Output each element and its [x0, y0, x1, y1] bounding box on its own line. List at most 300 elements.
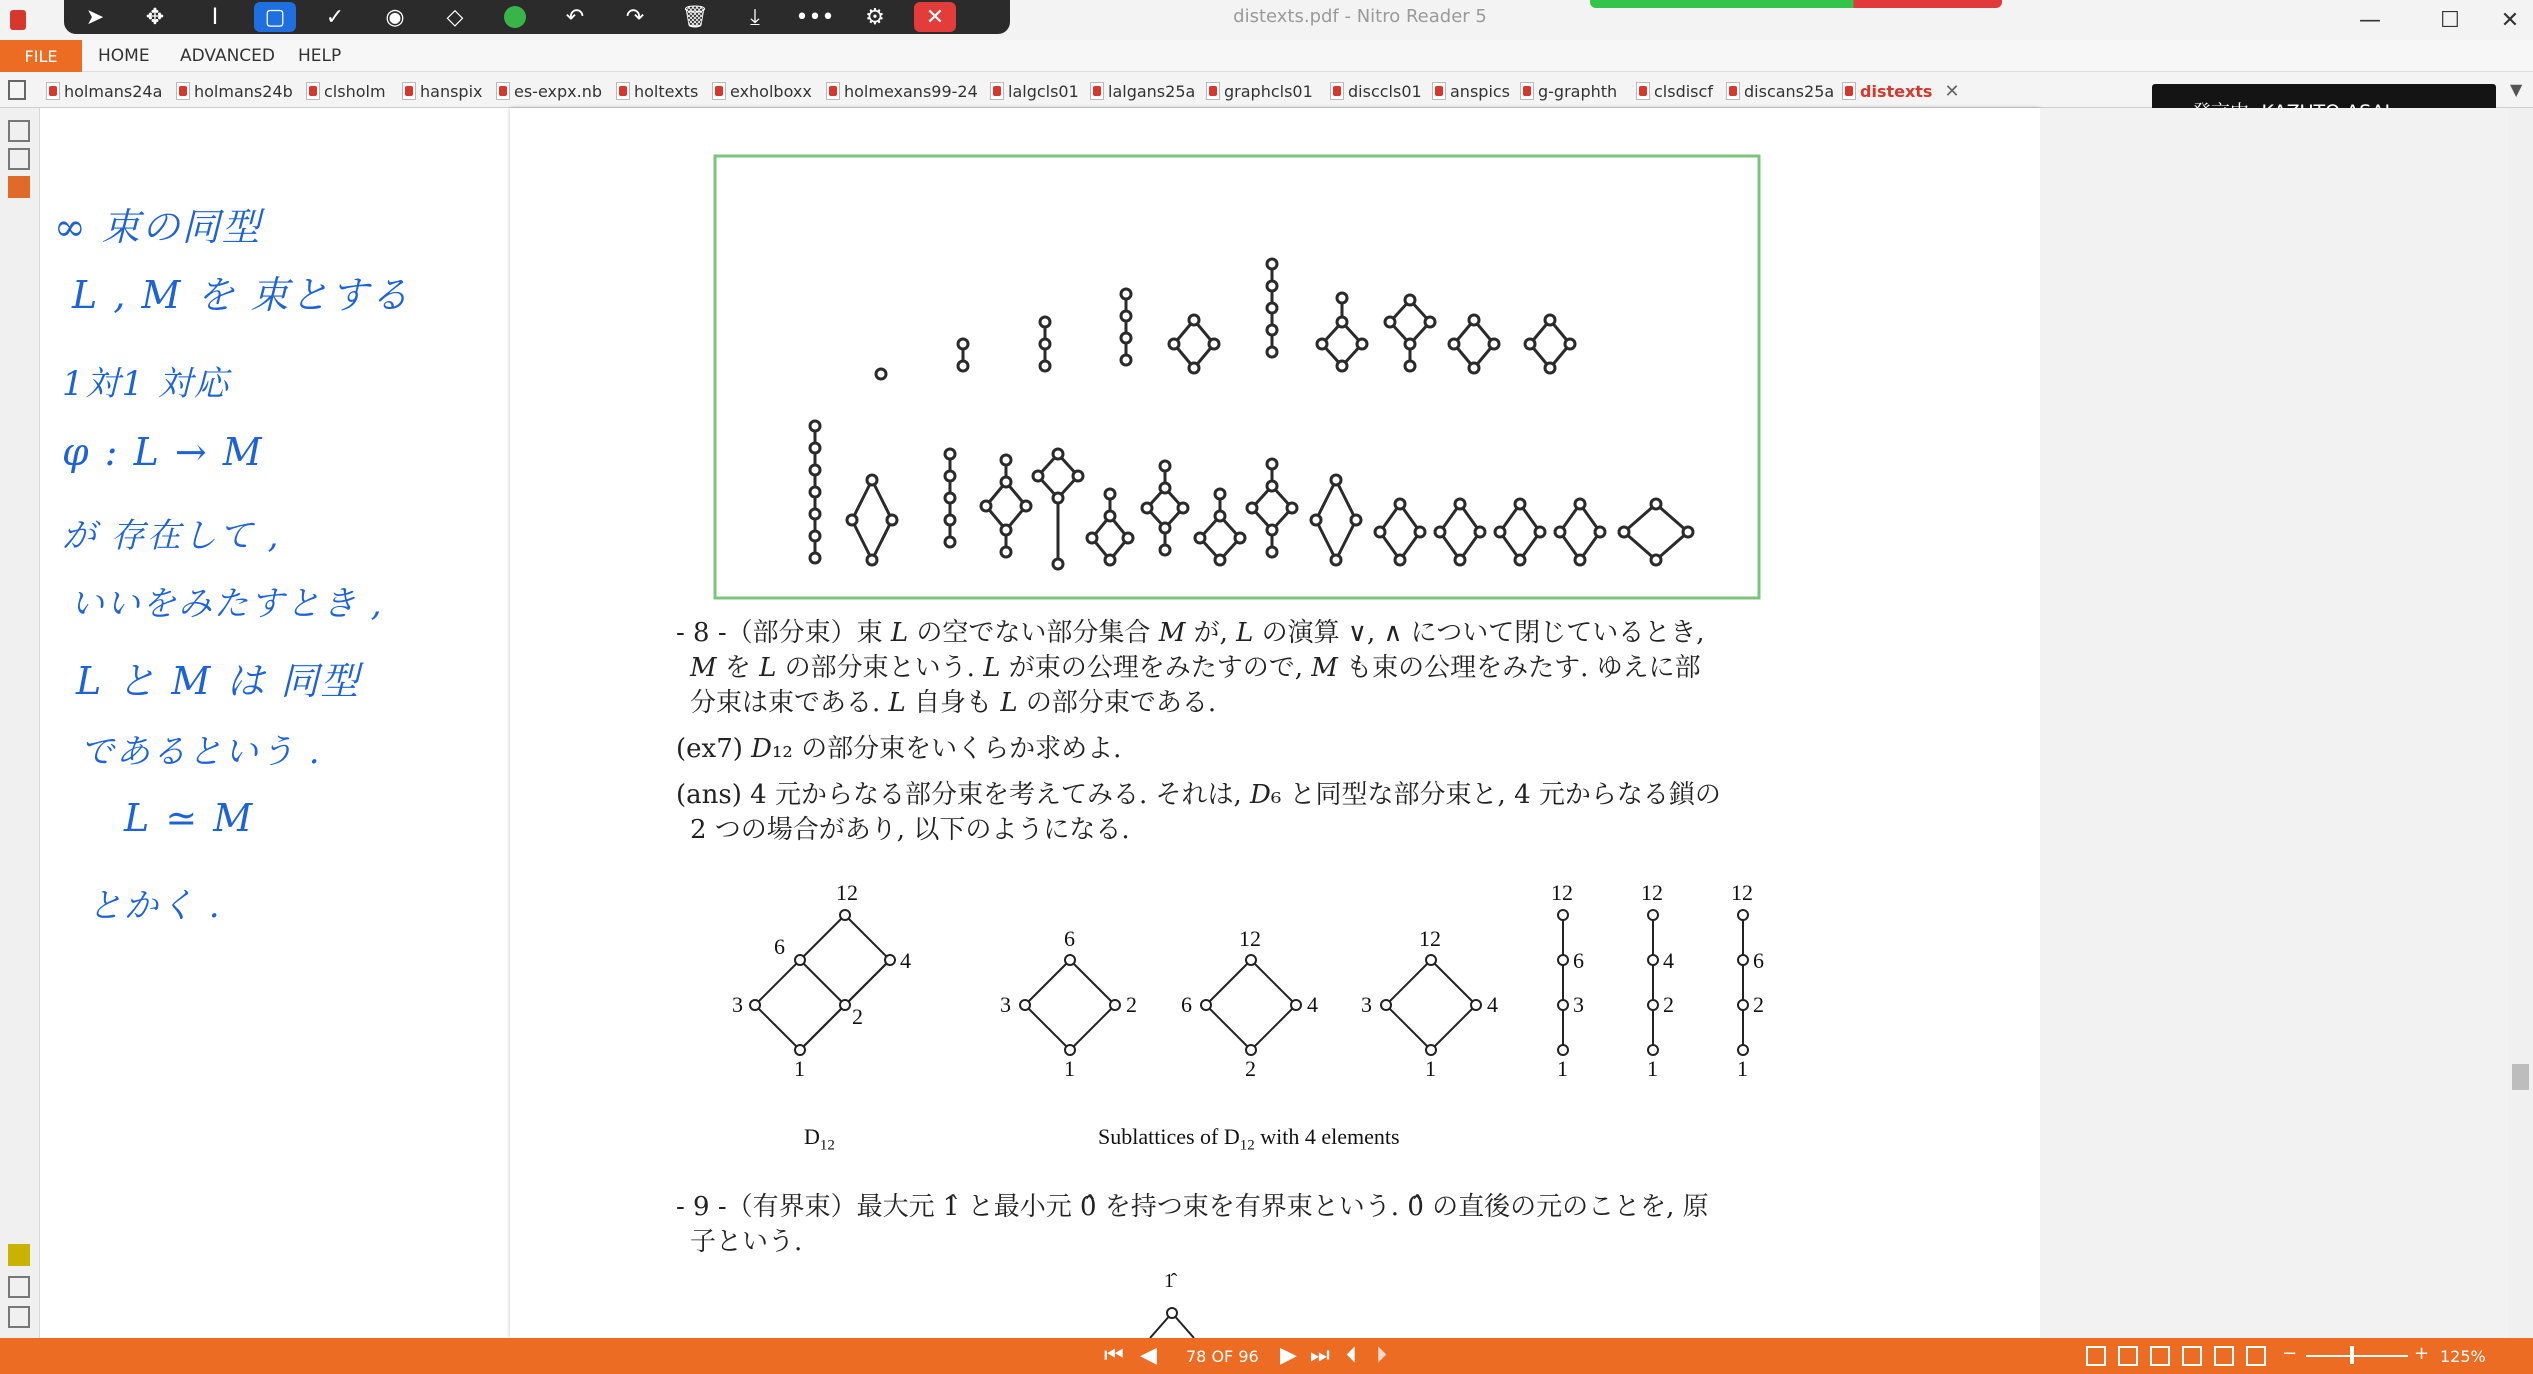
lattice-node [1267, 325, 1277, 335]
pdf-file-icon [712, 82, 726, 100]
pdf-file-icon [46, 82, 60, 100]
note-line: いいをみたすとき , [70, 584, 384, 624]
lattice-node [847, 515, 857, 525]
lattice-node [1040, 339, 1050, 349]
lattice-node [810, 465, 820, 475]
lattice-node [1545, 363, 1555, 373]
zoom-in-icon[interactable]: + [2414, 1343, 2430, 1364]
sublattice-node-label: 12 [1419, 926, 1441, 951]
lattice-node [1405, 295, 1415, 305]
sublattice-node-label: 3 [1000, 992, 1011, 1017]
vertical-scrollbar[interactable] [2508, 108, 2533, 1338]
download-icon[interactable]: ⤓ [750, 4, 760, 30]
window-close-button[interactable]: ✕ [2500, 7, 2520, 33]
lattice-node [1001, 547, 1011, 557]
file-menu[interactable]: FILE [0, 40, 82, 72]
sublattice-edge [1025, 1005, 1070, 1050]
lattice-node [1267, 347, 1277, 357]
tab-anspics[interactable]: anspics [1432, 78, 1510, 104]
tab-hanspix[interactable]: hanspix [402, 78, 483, 104]
lattice-node [1651, 499, 1661, 509]
lattice-node [1475, 527, 1485, 537]
note-line: L と M は 同型 [76, 659, 361, 703]
lattice-node [1189, 363, 1199, 373]
lattice-node [1469, 363, 1479, 373]
scrollbar-thumb[interactable] [2512, 1064, 2529, 1090]
tab-holmexans99-24[interactable]: holmexans99-24 [826, 78, 978, 104]
lattice-node [1040, 361, 1050, 371]
lattice-node [1337, 317, 1347, 327]
lattice-node [945, 537, 955, 547]
pdf-file-icon [1726, 82, 1740, 100]
lattice-edge [852, 480, 872, 520]
lattice-node [810, 487, 820, 497]
lattice-node [1142, 503, 1152, 513]
sublattice-node [1426, 1045, 1436, 1055]
tab-overflow-icon[interactable]: ▼ [2510, 80, 2523, 99]
pdf-file-icon [1330, 82, 1344, 100]
sublattice-node [1558, 955, 1568, 965]
lattice-node [887, 515, 897, 525]
sublattice-node-label: 2 [1753, 992, 1764, 1017]
lattice-node [945, 471, 955, 481]
lattice-node [1235, 533, 1245, 543]
sublattice-edge [1386, 1005, 1431, 1050]
pdf-file-icon [1520, 82, 1534, 100]
lattice-node [1215, 511, 1225, 521]
tab-discans25a[interactable]: discans25a [1726, 78, 1834, 104]
sublattice-edge [1206, 1005, 1251, 1050]
tab-holtexts[interactable]: holtexts [616, 78, 698, 104]
lattice-node [1215, 489, 1225, 499]
sublattice-node-label: 6 [1181, 992, 1192, 1017]
sublattice-node [1471, 1000, 1481, 1010]
lattice-node [1337, 293, 1347, 303]
redo-icon[interactable]: ↷ [625, 4, 645, 30]
d12-hasse-diagram [750, 910, 895, 1055]
lattice-node [1395, 499, 1405, 509]
pdf-file-icon [616, 82, 630, 100]
d12-label-3: 3 [732, 992, 743, 1017]
pdf-file-icon [496, 82, 510, 100]
pdf-file-icon [402, 82, 416, 100]
lattice-node [1215, 555, 1225, 565]
sublattice-node [1738, 910, 1748, 920]
right-gutter [2040, 108, 2533, 1338]
lattice-node [810, 553, 820, 563]
document-viewer[interactable] [510, 108, 2040, 1338]
tab-list-icon[interactable] [8, 80, 26, 100]
menu-home[interactable]: HOME [98, 46, 150, 66]
lattice-node [1267, 547, 1277, 557]
pdf-file-icon [1206, 82, 1220, 100]
sublattice-edge [1431, 960, 1476, 1005]
lattice-node [810, 531, 820, 541]
forward-icon[interactable]: ⏵ [1376, 1343, 1388, 1368]
lattice-node [1555, 527, 1565, 537]
lattice-node [1375, 527, 1385, 537]
sublattice-edge [1386, 960, 1431, 1005]
lattice-node [1405, 361, 1415, 371]
sublattice-edge [1431, 1005, 1476, 1050]
sublattice-node-label: 1 [1647, 1056, 1658, 1081]
signatures-icon[interactable] [8, 1276, 30, 1298]
rectangle-icon[interactable]: ▢ [254, 2, 296, 32]
pdf-file-icon [826, 82, 840, 100]
lattice-node [1160, 523, 1170, 533]
page-indicator[interactable]: 78 OF 96 [1186, 1347, 1259, 1366]
zoom-level[interactable]: 125% [2440, 1347, 2486, 1366]
d12-caption: $D_{12}$ [804, 1124, 835, 1154]
lattice-node [1189, 315, 1199, 325]
sublattice-node-label: 2 [1245, 1056, 1256, 1081]
page-thumbnails-icon[interactable] [8, 120, 30, 142]
note-line: が 存在して , [62, 516, 281, 556]
sublattice-node [1065, 955, 1075, 965]
sublattice-node [1020, 1000, 1030, 1010]
lattice-edge [1316, 520, 1336, 560]
lattice-node [1405, 339, 1415, 349]
lattice-node [1469, 315, 1479, 325]
lattice-node [1395, 555, 1405, 565]
layers-icon[interactable] [8, 1306, 30, 1328]
sublattice-node-label: 6 [1573, 948, 1584, 973]
zoom-out-icon[interactable]: − [2282, 1343, 2298, 1364]
lattice-node [1169, 339, 1179, 349]
sublattice-edge [1251, 1005, 1296, 1050]
sublattice-node-label: 12 [1239, 926, 1261, 951]
para8-line3: 分束は束である. 𝐿 自身も 𝐿 の部分束である. [690, 688, 1217, 718]
fit-width-icon[interactable] [2214, 1346, 2234, 1366]
lattice-node [958, 361, 968, 371]
sublattice-edge [1206, 960, 1251, 1005]
sublattice-node-label: 1 [1064, 1056, 1075, 1081]
sublattice-node [1558, 1000, 1568, 1010]
sublattice-node-label: 4 [1487, 992, 1498, 1017]
lattice-node [1247, 503, 1257, 513]
sublattice-edge [1070, 1005, 1115, 1050]
lattice-node [1331, 555, 1341, 565]
sublattice-edge [1025, 960, 1070, 1005]
move-icon[interactable]: ✥ [145, 4, 165, 30]
note-line: ∞ 束の同型 [54, 205, 262, 249]
tab-lalgcls01[interactable]: lalgcls01 [990, 78, 1079, 104]
lattice-node [1595, 527, 1605, 537]
lattice-node [1053, 449, 1063, 459]
lattice-node [945, 515, 955, 525]
lattice-node [1053, 559, 1063, 569]
lattice-node [1087, 533, 1097, 543]
sublattice-node-label: 12 [1731, 880, 1753, 905]
lattice-node [1435, 527, 1445, 537]
lattice-edge [872, 520, 892, 560]
ribbon-menu [0, 40, 2533, 72]
sublattice-node-label: 1 [1425, 1056, 1436, 1081]
menu-help[interactable]: HELP [298, 46, 342, 66]
lattice-node [1121, 311, 1131, 321]
window-title: distexts.pdf - Nitro Reader 5 [1233, 6, 1487, 27]
lattice-node [1178, 503, 1188, 513]
lattice-node [1449, 339, 1459, 349]
sublattice-edge [1251, 960, 1296, 1005]
continuous-view-icon[interactable] [2118, 1346, 2138, 1366]
d12-label-2: 2 [852, 1004, 863, 1029]
next-page-icon[interactable]: ▶ [1280, 1343, 1297, 1368]
tab-distexts[interactable]: distexts ✕ [1842, 78, 1960, 104]
sublattice-node [1065, 1045, 1075, 1055]
note-line: φ : L → M [62, 430, 264, 474]
user-settings-icon[interactable]: ⚙ [865, 4, 885, 30]
note-line: L , M を 束とする [72, 273, 411, 317]
sublattice-node [1738, 1045, 1748, 1055]
lattice-node [1209, 339, 1219, 349]
sublattice-node-label: 6 [1753, 948, 1764, 973]
ans-line2: 2 つの場合があり, 以下のようになる. [690, 815, 1130, 845]
tab-exholboxx[interactable]: exholboxx [712, 78, 812, 104]
attachments-icon[interactable] [8, 148, 30, 170]
lattice-node [1105, 511, 1115, 521]
pdf-file-icon [1090, 82, 1104, 100]
lattice-node [1105, 489, 1115, 499]
lattice-edge [1336, 520, 1356, 560]
lattice-node [1651, 555, 1661, 565]
lattice-edge [852, 520, 872, 560]
tab-close-icon[interactable]: ✕ [1944, 80, 1960, 102]
pointer-icon[interactable]: ➤ [85, 4, 105, 30]
facing-continuous-icon[interactable] [2182, 1346, 2202, 1366]
lattice-node [1535, 527, 1545, 537]
lattice-node [1287, 503, 1297, 513]
eraser-icon[interactable]: ◇ [446, 4, 464, 30]
status-bar [0, 1338, 2533, 1374]
lattice-node [1001, 525, 1011, 535]
pdf-file-icon [990, 82, 1004, 100]
comments-icon[interactable] [8, 1244, 30, 1266]
lattice-node [945, 449, 955, 459]
sublattice-node-label: 1 [1737, 1056, 1748, 1081]
last-page-icon[interactable]: ⏭ [1310, 1343, 1330, 1368]
previous-page-icon[interactable]: ◀ [1140, 1343, 1157, 1368]
lattice-node [958, 339, 968, 349]
d12-label-12: 12 [836, 880, 858, 905]
lattice-node [1311, 515, 1321, 525]
single-page-view-icon[interactable] [2086, 1346, 2106, 1366]
pdf-file-icon [1432, 82, 1446, 100]
lattice-node [1267, 281, 1277, 291]
lattice-edge [1336, 480, 1356, 520]
lattice-node [1357, 339, 1367, 349]
note-line: 1対1 対応 [62, 364, 231, 404]
lattice-node [1267, 303, 1277, 313]
lattice-node [1053, 493, 1063, 503]
sublattice-caption: Sublattices of $D_{12}$ with 4 elements [1098, 1124, 1400, 1154]
sublattice-node-label: 4 [1307, 992, 1318, 1017]
tab-g-graphth[interactable]: g-graphth [1520, 78, 1617, 104]
sublattice-node [1426, 955, 1436, 965]
lattice-node [876, 369, 886, 379]
note-line: とかく . [88, 886, 222, 926]
trash-icon[interactable]: 🗑 [681, 4, 709, 30]
lattice-node [1121, 355, 1131, 365]
pdf-file-icon [176, 82, 190, 100]
sublattice-node [1201, 1000, 1211, 1010]
lattice-node [1001, 455, 1011, 465]
sublattice-node [1648, 1000, 1658, 1010]
lattice-node [1455, 555, 1465, 565]
sublattice-node [1738, 955, 1748, 965]
lattice-node [1565, 339, 1575, 349]
lattice-node [1331, 475, 1341, 485]
bounded-lattice-diagram [1150, 1308, 1194, 1338]
lattice-node [1683, 527, 1693, 537]
sublattice-node-label: 12 [1551, 880, 1573, 905]
back-icon[interactable]: ⏴ [1346, 1343, 1358, 1368]
maximize-button[interactable]: ☐ [2440, 7, 2460, 33]
sublattice-node [1648, 910, 1658, 920]
lattice-node [1385, 317, 1395, 327]
sublattice-node [1738, 1000, 1748, 1010]
lattice-node [1425, 317, 1435, 327]
lattice-node [1545, 315, 1555, 325]
d12-label-6: 6 [774, 934, 785, 959]
sublattice-node-label: 3 [1573, 992, 1584, 1017]
lattice-node [1317, 339, 1327, 349]
lattice-node [1515, 555, 1525, 565]
lattice-node [1619, 527, 1629, 537]
handwritten-notes-panel [40, 108, 510, 1338]
lattice-node [1415, 527, 1425, 537]
lattice-node [1267, 259, 1277, 269]
sublattice-node-label: 2 [1126, 992, 1137, 1017]
app-logo-icon [10, 10, 26, 30]
sublattice-node-label: 6 [1064, 926, 1075, 951]
first-page-icon[interactable]: ⏮ [1104, 1343, 1124, 1368]
lattice-node [867, 555, 877, 565]
lattice-node [1495, 527, 1505, 537]
lattice-node [1123, 533, 1133, 543]
sublattice-node-label: 4 [1663, 948, 1674, 973]
stamp-icon[interactable]: ◉ [385, 4, 405, 30]
check-icon[interactable]: ✓ [325, 4, 345, 30]
lattice-node [1160, 483, 1170, 493]
lattice-node [981, 501, 991, 511]
lattice-node [1515, 499, 1525, 509]
text-cursor-icon[interactable]: I [211, 4, 219, 30]
para9-line1: - 9 -（有界束）最大元 1̂ と最小元 0̂ を持つ束を有界束という. 0̂ の直後の元のことを, 原 [676, 1192, 1709, 1222]
minimize-button[interactable]: — [2359, 7, 2381, 33]
lattice-node [1121, 289, 1131, 299]
tab-disccls01[interactable]: disccls01 [1330, 78, 1422, 104]
lattice-node [1351, 515, 1361, 525]
tab-clsdiscf[interactable]: clsdiscf [1636, 78, 1713, 104]
sublattice-node-label: 2 [1663, 992, 1674, 1017]
lattice-node [945, 493, 955, 503]
sublattice-node [1110, 1000, 1120, 1010]
lattice-node [1337, 361, 1347, 371]
lattice-node [1267, 481, 1277, 491]
lattice-node [810, 509, 820, 519]
sublattice-edge [1070, 960, 1115, 1005]
fit-page-icon[interactable] [2246, 1346, 2266, 1366]
sublattice-node [1648, 955, 1658, 965]
sublattice-node-label: 3 [1361, 992, 1372, 1017]
lattice-node [1001, 477, 1011, 487]
tab-holmans24a[interactable]: holmans24a [46, 78, 162, 104]
pdf-file-icon [1842, 82, 1856, 100]
sublattice-node [1381, 1000, 1391, 1010]
d12-label-4: 4 [900, 948, 911, 973]
lattice-node [1195, 533, 1205, 543]
lattice-node [1267, 459, 1277, 469]
note-line: L ≃ M [124, 796, 255, 840]
color-picker-icon[interactable] [494, 2, 536, 32]
tab-es-expx[interactable]: es-expx.nb [496, 78, 602, 104]
tab-holmans24b[interactable]: holmans24b [176, 78, 293, 104]
para9-line2: 子という. [690, 1227, 803, 1257]
pdf-file-icon [1636, 82, 1650, 100]
lattice-node [1121, 333, 1131, 343]
tab-lalgans25a[interactable]: lalgans25a [1090, 78, 1195, 104]
pdf-file-icon [306, 82, 320, 100]
sublattice-node [1558, 1045, 1568, 1055]
toolbar-close-icon[interactable]: ✕ [914, 2, 956, 32]
lattice-node [1525, 339, 1535, 349]
sublattice-node [1291, 1000, 1301, 1010]
sublattice-node-label: 1 [1557, 1056, 1568, 1081]
tab-clsholm[interactable]: clsholm [306, 78, 386, 104]
annotation-toolbar [64, 0, 1010, 34]
ex7-line: (ex7) 𝐷₁₂ の部分束をいくらか求めよ. [676, 734, 1122, 764]
left-tool-rail [0, 108, 40, 1338]
lattice-node [1489, 339, 1499, 349]
sublattice-node [1648, 1045, 1658, 1055]
lattice-node [1160, 545, 1170, 555]
top-element-label: 1̂ [1164, 1270, 1174, 1292]
note-line: であるという . [80, 732, 322, 772]
d12-label-1: 1 [794, 1056, 805, 1081]
lattice-node [1040, 317, 1050, 327]
sublattice-node [1558, 910, 1568, 920]
lattice-edge [1316, 480, 1336, 520]
more-icon[interactable]: ••• [795, 4, 835, 30]
facing-view-icon[interactable] [2150, 1346, 2170, 1366]
ans-line1: (ans) 4 元からなる部分束を考えてみる. それは, 𝐷₆ と同型な部分束と, 4 元からなる鎖の [676, 780, 1721, 810]
sublattice-node-label: 12 [1641, 880, 1663, 905]
menu-advanced[interactable]: ADVANCED [180, 46, 276, 66]
lattice-node [1033, 471, 1043, 481]
sublattice-node [1246, 1045, 1256, 1055]
sublattice-node [1246, 955, 1256, 965]
para8-line1: - 8 -（部分束）束 𝐿 の空でない部分集合 𝑀 が, 𝐿 の演算 ∨, ∧ について閉じているとき, [676, 618, 1705, 648]
lattice-node [1575, 555, 1585, 565]
lattice-node [1455, 499, 1465, 509]
lattice-node [867, 475, 877, 485]
lattice-node [810, 421, 820, 431]
zoom-slider-thumb[interactable] [2350, 1346, 2354, 1364]
lattice-node [1160, 461, 1170, 471]
lattice-node [1105, 555, 1115, 565]
undo-icon[interactable]: ↶ [565, 4, 585, 30]
zoom-slider[interactable] [2306, 1355, 2408, 1357]
lattice-node [1073, 471, 1083, 481]
call-status-bar [1590, 0, 2002, 8]
bookmarks-icon[interactable] [8, 176, 30, 198]
para8-line2: 𝑀 を 𝐿 の部分束という. 𝐿 が束の公理をみたすので, 𝑀 も束の公理をみたす. ゆえに部 [690, 653, 1701, 683]
lattice-node [1021, 501, 1031, 511]
pdf-page [510, 108, 2040, 1338]
lattice-edge [872, 480, 892, 520]
tab-graphcls01[interactable]: graphcls01 [1206, 78, 1313, 104]
